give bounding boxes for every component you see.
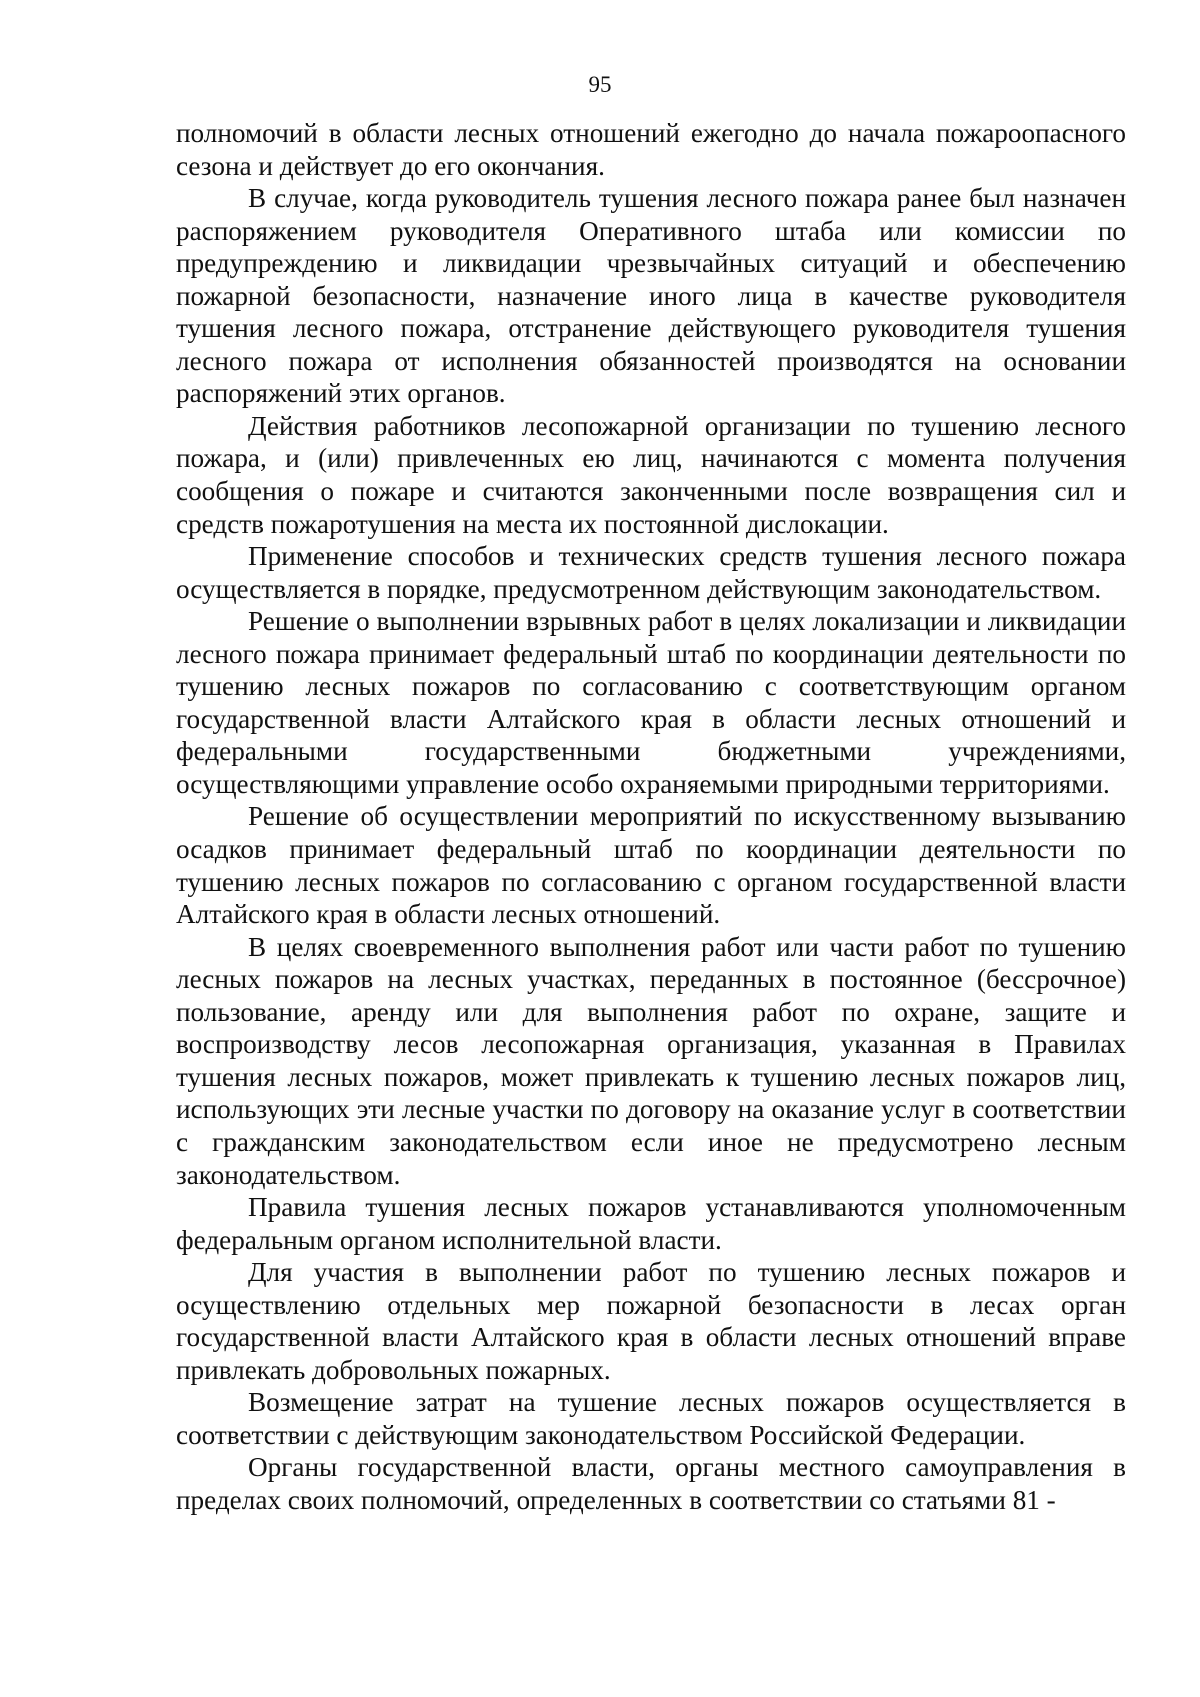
paragraph: Возмещение затрат на тушение лесных пожаров осуществляется в соответствии с действующим законодательством Российской Федерации. (176, 1387, 1126, 1450)
paragraph: Применение способов и технических средств тушения лесного пожара осуществляется в порядке, предусмотренном действующим законодательством. (176, 541, 1126, 604)
paragraph: полномочий в области лесных отношений ежегодно до начала пожароопасного сезона и действует до его окончания. (176, 118, 1126, 181)
paragraph: Решение об осуществлении мероприятий по искусственному вызыванию осадков принимает федеральный штаб по координации деятельности по тушению лесных пожаров по согласованию с органом государственной власти Алтайского края в области лесных отношений. (176, 801, 1126, 930)
paragraph: Правила тушения лесных пожаров устанавливаются уполномоченным федеральным органом исполнительной власти. (176, 1192, 1126, 1255)
paragraph: Для участия в выполнении работ по тушению лесных пожаров и осуществлению отдельных мер пожарной безопасности в лесах орган государственной власти Алтайского края в области лесных отношений вправе привлекать добровольных пожарных. (176, 1257, 1126, 1385)
paragraph: Органы государственной власти, органы местного самоуправления в пределах своих полномочий, определенных в соответствии со статьями 81 - (176, 1452, 1126, 1515)
paragraph: В целях своевременного выполнения работ или части работ по тушению лесных пожаров на лесных участках, переданных в постоянное (бессрочное) пользование, аренду или для выполнения работ по охране, защите и воспроизводству лесов лесопожарная организация, указанная в Правилах тушения лесных пожаров, может привлекать к тушению лесных пожаров лиц, использующих эти лесные участки по договору на оказание услуг в соответствии с гражданским законодательством если иное не предусмотрено лесным законодательством. (176, 931, 1126, 1190)
page-number: 95 (588, 72, 612, 97)
paragraph: Решение о выполнении взрывных работ в целях локализации и ликвидации лесного пожара принимает федеральный штаб по координации деятельности по тушению лесных пожаров по согласованию с соответствующим органом государственной власти Алтайского края в области лесных отношений и федеральными государственными бюджетными учреждениями, осуществляющими управление особо охраняемыми природными территориями. (176, 606, 1126, 799)
paragraph: В случае, когда руководитель тушения лесного пожара ранее был назначен распоряжением руководителя Оперативного штаба или комиссии по предупреждению и ликвидации чрезвычайных ситуаций и обеспечению пожарной безопасности, назначение иного лица в качестве руководителя тушения лесного пожара, отстранение действующего руководителя тушения лесного пожара от исполнения обязанностей производятся на основании распоряжений этих органов. (176, 183, 1126, 409)
document-body (176, 117, 1126, 1517)
paragraph: Действия работников лесопожарной организации по тушению лесного пожара, и (или) привлеченных ею лиц, начинаются с момента получения сообщения о пожаре и считаются законченными после возвращения сил и средств пожаротушения на места их постоянной дислокации. (176, 410, 1126, 539)
